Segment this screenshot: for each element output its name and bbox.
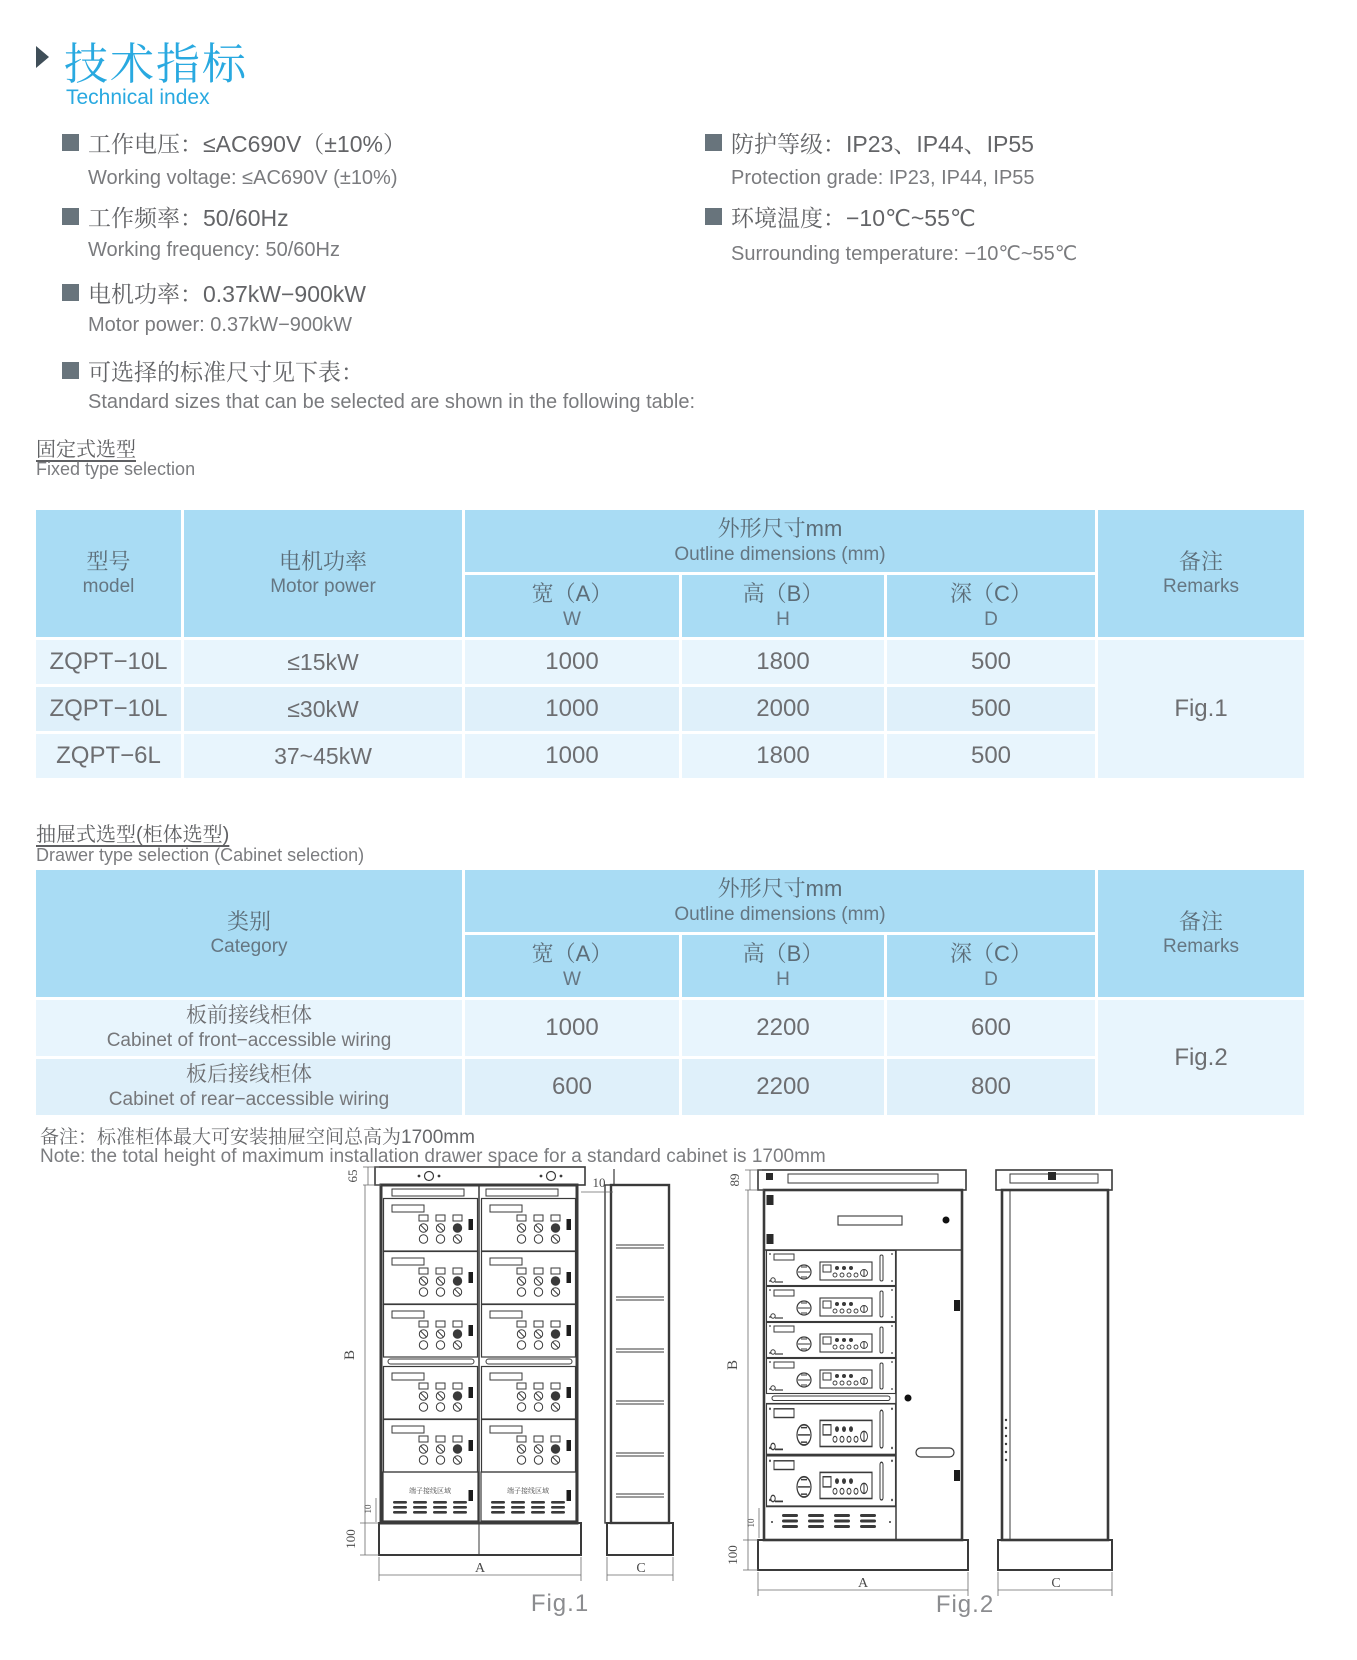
header-depth-zh: 深（C）	[950, 581, 1032, 607]
spec-standard-sizes-zh	[62, 354, 364, 387]
cell-depth: 500	[887, 640, 1095, 684]
fixed-section-title-zh: 固定式选型	[36, 439, 136, 461]
col-header-depth	[887, 935, 1095, 997]
cell-height: 1800	[682, 640, 884, 684]
cell-power: ≤30kW	[184, 687, 462, 731]
spec-working-voltage-zh	[62, 126, 406, 159]
spec-text: 可选择的标准尺寸见下表：	[88, 359, 364, 385]
col-header-width	[465, 575, 679, 637]
fig2-dim-cap-height: 89	[727, 1173, 742, 1187]
spec-working-frequency-en: Working frequency: 50/60Hz	[88, 239, 340, 261]
cell-height: 1800	[682, 734, 884, 778]
header-outline-en: Outline dimensions (mm)	[674, 903, 886, 925]
square-bullet-icon	[62, 284, 79, 301]
category-en: Cabinet of rear−accessible wiring	[108, 1089, 390, 1111]
header-outline-zh: 外形尺寸mm	[717, 876, 843, 902]
fig1-dim-depth: C	[636, 1561, 646, 1576]
col-header-remarks	[1098, 510, 1304, 637]
page-title-zh: 技术指标	[64, 40, 248, 89]
header-remarks-en: Remarks	[1162, 576, 1239, 598]
category-zh: 板后接线柜体	[186, 1063, 312, 1086]
cell-height: 2200	[682, 1059, 884, 1115]
note-en: Note: the total height of maximum installation drawer space for a standard cabinet is 1700mm	[40, 1146, 826, 1167]
cell-height: 2000	[682, 687, 884, 731]
table-row	[36, 640, 1304, 684]
col-header-outline-dimensions	[465, 510, 1095, 572]
drawer-section-title-zh: 抽屉式选型(柜体选型)	[36, 824, 230, 846]
cell-height: 2200	[682, 1000, 884, 1056]
cell-category	[36, 1059, 462, 1115]
header-height-zh: 高（B）	[742, 941, 824, 967]
header-height-zh: 高（B）	[742, 581, 824, 607]
header-height-en: H	[776, 608, 790, 630]
col-header-motor-power	[184, 510, 462, 637]
spec-text: 工作频率：50/60Hz	[88, 205, 289, 231]
fixed-type-table-grid	[33, 507, 1307, 781]
header-category-zh: 类别	[226, 908, 271, 934]
header-model-en: model	[82, 576, 135, 598]
square-bullet-icon	[62, 134, 79, 151]
header-remarks-zh: 备注	[1178, 908, 1223, 934]
spec-text: 防护等级：IP23、IP44、IP55	[731, 131, 1034, 157]
cell-category	[36, 1000, 462, 1056]
fig2-caption: Fig.2	[935, 1591, 995, 1618]
page-title-en: Technical index	[66, 86, 210, 109]
note-zh: 备注：标准柜体最大可安装抽屉空间总高为1700mm	[40, 1127, 475, 1148]
header-depth-en: D	[984, 968, 998, 990]
spec-text: 电机功率：0.37kW−900kW	[88, 281, 366, 307]
fig2-dim-width: A	[857, 1576, 869, 1591]
cell-depth: 600	[887, 1000, 1095, 1056]
spec-working-frequency-zh	[62, 200, 289, 233]
header-width-en: W	[563, 608, 581, 630]
fig2-dim-depth: C	[1051, 1576, 1061, 1591]
header-height-en: H	[776, 968, 790, 990]
cell-remarks: Fig.1	[1098, 640, 1304, 778]
header-category-en: Category	[210, 936, 288, 958]
fixed-section-title-en: Fixed type selection	[36, 459, 196, 479]
header-model-zh: 型号	[86, 548, 131, 574]
col-header-height	[682, 575, 884, 637]
fig2-drawing	[710, 1100, 1130, 1625]
col-header-category	[36, 870, 462, 997]
header-depth-en: D	[984, 608, 998, 630]
header-width-zh: 宽（A）	[531, 941, 613, 967]
header-power-en: Motor power	[270, 576, 376, 598]
spec-text: 环境温度：−10℃~55℃	[731, 205, 976, 231]
spec-protection-grade-zh	[705, 126, 1034, 159]
fig1-dim-base-height: 100	[343, 1529, 358, 1549]
cell-model: ZQPT−6L	[36, 734, 181, 778]
header-width-zh: 宽（A）	[531, 581, 613, 607]
cell-power: ≤15kW	[184, 640, 462, 684]
col-header-model	[36, 510, 181, 637]
cell-width: 1000	[465, 687, 679, 731]
cell-model: ZQPT−10L	[36, 687, 181, 731]
drawer-type-table	[33, 867, 1307, 1118]
table-row	[36, 1000, 1304, 1056]
fig1-dim-body-height: B	[342, 1349, 358, 1361]
category-en: Cabinet of front−accessible wiring	[106, 1030, 392, 1052]
cell-width: 600	[465, 1059, 679, 1115]
spec-text: 工作电压：≤AC690V（±10%）	[88, 131, 406, 157]
header-outline-zh: 外形尺寸mm	[717, 516, 843, 542]
cell-depth: 500	[887, 734, 1095, 778]
col-header-remarks	[1098, 870, 1304, 997]
fig1-dim-cap-height: 65	[345, 1169, 360, 1183]
fig1-dim-width: A	[474, 1561, 486, 1576]
spec-working-voltage-en: Working voltage: ≤AC690V (±10%)	[88, 167, 398, 189]
spec-surrounding-temperature-en: Surrounding temperature: −10℃~55℃	[731, 243, 1078, 265]
col-header-depth	[887, 575, 1095, 637]
spec-protection-grade-en: Protection grade: IP23, IP44, IP55	[731, 167, 1035, 189]
header-depth-zh: 深（C）	[950, 941, 1032, 967]
drawer-section-title-en: Drawer type selection (Cabinet selection)	[36, 845, 365, 865]
cell-width: 1000	[465, 1000, 679, 1056]
col-header-outline-dimensions	[465, 870, 1095, 932]
square-bullet-icon	[62, 208, 79, 225]
fig1-drawing	[335, 1145, 685, 1625]
fig1-dim-vent-height: 10	[363, 1504, 373, 1514]
header-width-en: W	[563, 968, 581, 990]
cell-width: 1000	[465, 640, 679, 684]
cell-power: 37~45kW	[184, 734, 462, 778]
section-triangle-icon	[36, 46, 49, 68]
square-bullet-icon	[705, 134, 722, 151]
col-header-width	[465, 935, 679, 997]
square-bullet-icon	[705, 208, 722, 225]
spec-motor-power-zh	[62, 276, 366, 309]
cell-depth: 800	[887, 1059, 1095, 1115]
header-power-zh: 电机功率	[278, 548, 367, 574]
square-bullet-icon	[62, 362, 79, 379]
terminal-area-label: 端子接线区域	[507, 1487, 549, 1495]
col-header-height	[682, 935, 884, 997]
spec-motor-power-en: Motor power: 0.37kW−900kW	[88, 314, 352, 336]
header-outline-en: Outline dimensions (mm)	[674, 543, 886, 565]
cell-width: 1000	[465, 734, 679, 778]
header-remarks-en: Remarks	[1162, 936, 1239, 958]
fig2-dim-vent-height: 10	[746, 1518, 756, 1528]
cell-remarks: Fig.2	[1098, 1000, 1304, 1115]
fig2-dim-base-height: 100	[725, 1545, 740, 1565]
spec-standard-sizes-en: Standard sizes that can be selected are shown in the following table:	[88, 391, 696, 413]
fig1-dim-cap-offset: 10	[592, 1175, 606, 1190]
category-zh: 板前接线柜体	[186, 1004, 312, 1027]
drawer-type-table-grid	[33, 867, 1307, 1118]
fixed-type-table	[33, 507, 1307, 781]
spec-surrounding-temperature-zh	[705, 200, 976, 233]
terminal-area-label: 端子接线区域	[409, 1487, 451, 1495]
fig1-caption: Fig.1	[530, 1590, 590, 1617]
cell-model: ZQPT−10L	[36, 640, 181, 684]
fig2-dim-body-height: B	[725, 1359, 741, 1371]
cell-depth: 500	[887, 687, 1095, 731]
header-remarks-zh: 备注	[1178, 548, 1223, 574]
